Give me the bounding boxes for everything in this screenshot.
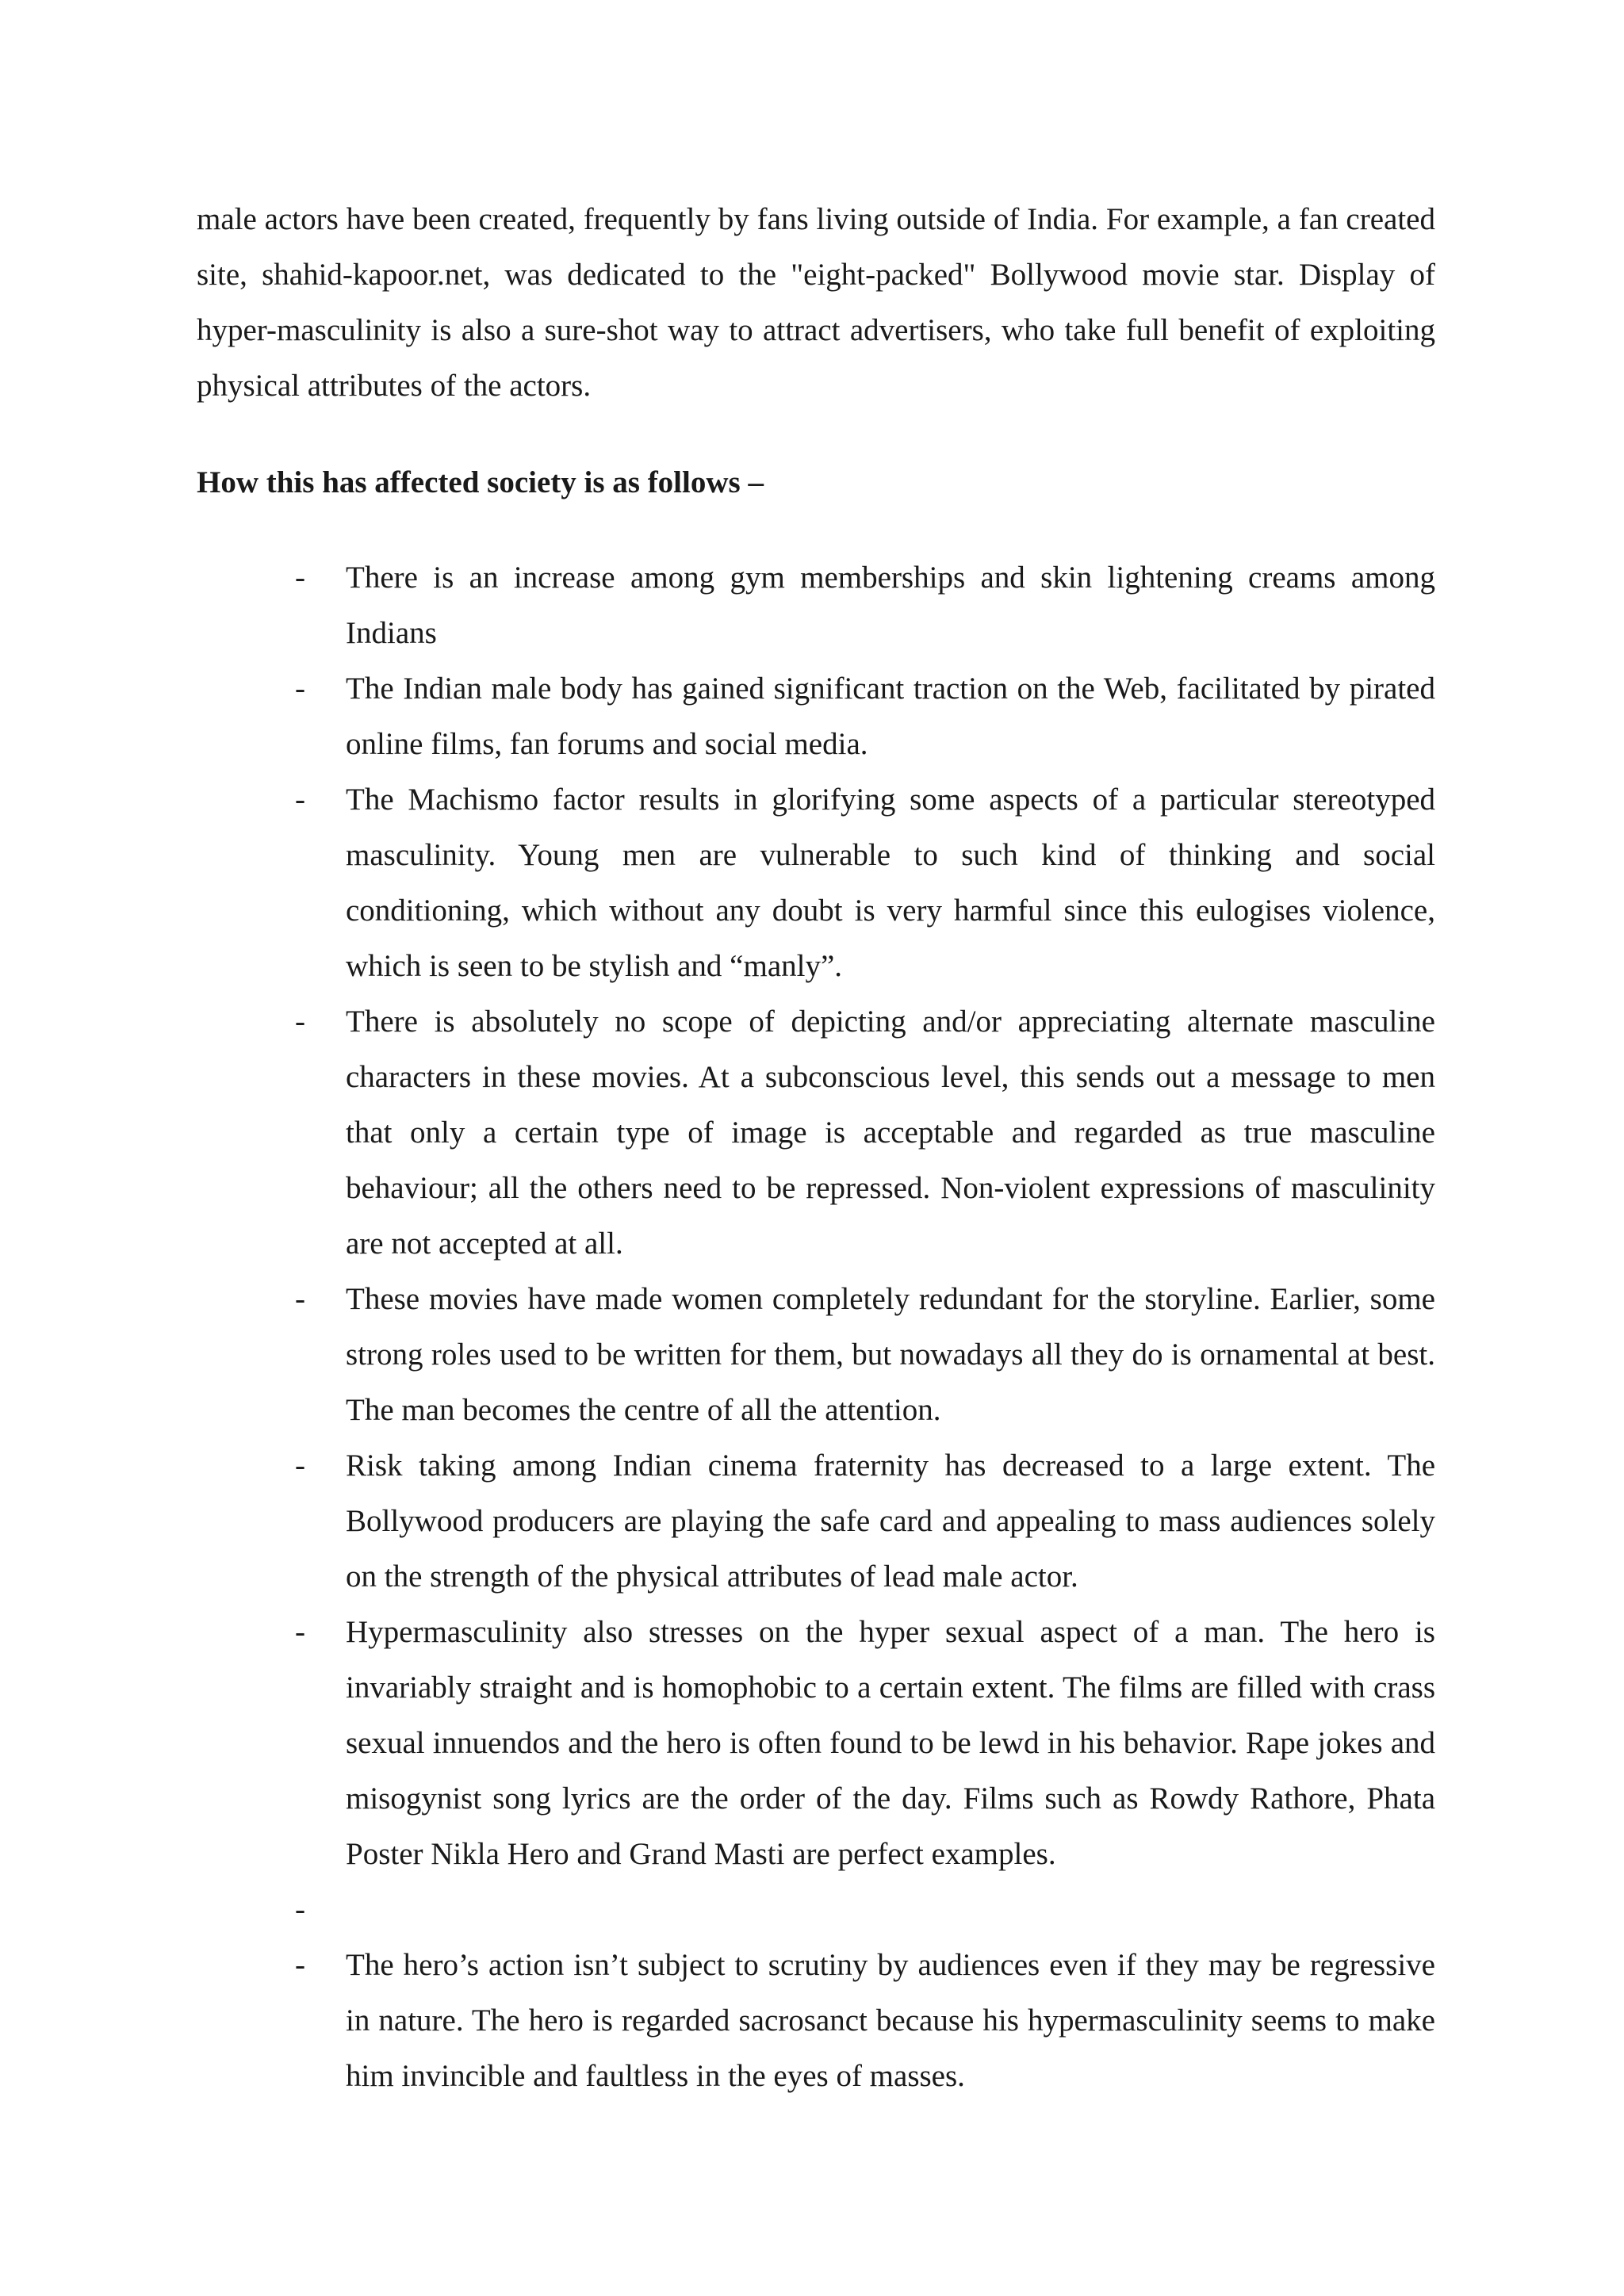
dash-bullet: -	[295, 1004, 305, 1039]
list-item-text: Hypermasculinity also stresses on the hyper sexual aspect of a man. The hero is invariably straight and is homophobic to a certain extent. The films are filled with crass sexual innuendos and the hero is often found to be lewd in his behavior. Rape jokes and misogynist song lyrics are the order of the day. Films such as Rowdy Rathore, Phata Poster Nikla Hero and Grand Masti are perfect examples.	[346, 1615, 1435, 1871]
dash-bullet: -	[295, 1615, 305, 1649]
list-item-text: The Machismo factor results in glorifying some aspects of a particular stereotyped masculinity. Young men are vulnerable to such kind of thinking and social conditioning, which without any doubt is very harmful since this eulogises violence, which is seen to be stylish and “manly”.	[346, 783, 1435, 983]
document-page	[197, 192, 1435, 2104]
dash-bullet: -	[295, 1282, 305, 1316]
list-item-text: There is an increase among gym memberships and skin lightening creams among Indians	[346, 561, 1435, 650]
section-heading: How this has affected society is as follows –	[197, 465, 764, 499]
intro-paragraph: male actors have been created, frequently by fans living outside of India. For example, a fan created site, shahid-kapoor.net, was dedicated to the "eight-packed" Bollywood movie star. Display of hyper-masculinity is also a sure-shot way to attract advertisers, who take full benefit of exploiting physical attributes of the actors.	[197, 202, 1435, 403]
list-item	[197, 550, 1435, 661]
list-item-text: The Indian male body has gained significant traction on the Web, facilitated by pirated online films, fan forums and social media.	[346, 672, 1435, 761]
list-item-text: These movies have made women completely redundant for the storyline. Earlier, some strong roles used to be written for them, but nowadays all they do is ornamental at best. The man becomes the centre of all the attention.	[346, 1282, 1435, 1427]
list-item	[197, 1272, 1435, 1438]
list-item-text: There is absolutely no scope of depicting and/or appreciating alternate masculine characters in these movies. At a subconscious level, this sends out a message to men that only a certain type of image is acceptable and regarded as true masculine behaviour; all the others need to be repressed. Non-violent expressions of masculinity are not accepted at all.	[346, 1004, 1435, 1261]
list-item-text: The hero’s action isn’t subject to scrutiny by audiences even if they may be regressive in nature. The hero is regarded sacrosanct because his hypermasculinity seems to make him invincible and faultless in the eyes of masses.	[346, 1948, 1435, 2093]
list-item-text: Risk taking among Indian cinema fraternity has decreased to a large extent. The Bollywood producers are playing the safe card and appealing to mass audiences solely on the strength of the physical attributes of lead male actor.	[346, 1448, 1435, 1594]
dash-bullet: -	[295, 672, 305, 706]
list-item	[197, 661, 1435, 772]
list-item	[197, 772, 1435, 994]
effects-list	[197, 550, 1435, 2104]
list-item-empty	[197, 1882, 1435, 1938]
dash-bullet: -	[295, 1448, 305, 1483]
dash-bullet: -	[295, 561, 305, 595]
list-item-text	[346, 1882, 1435, 1938]
dash-bullet: -	[295, 1892, 305, 1927]
list-item	[197, 1938, 1435, 2104]
dash-bullet: -	[295, 1948, 305, 1982]
list-item	[197, 1438, 1435, 1605]
dash-bullet: -	[295, 783, 305, 817]
list-item	[197, 1605, 1435, 1882]
list-item	[197, 994, 1435, 1272]
